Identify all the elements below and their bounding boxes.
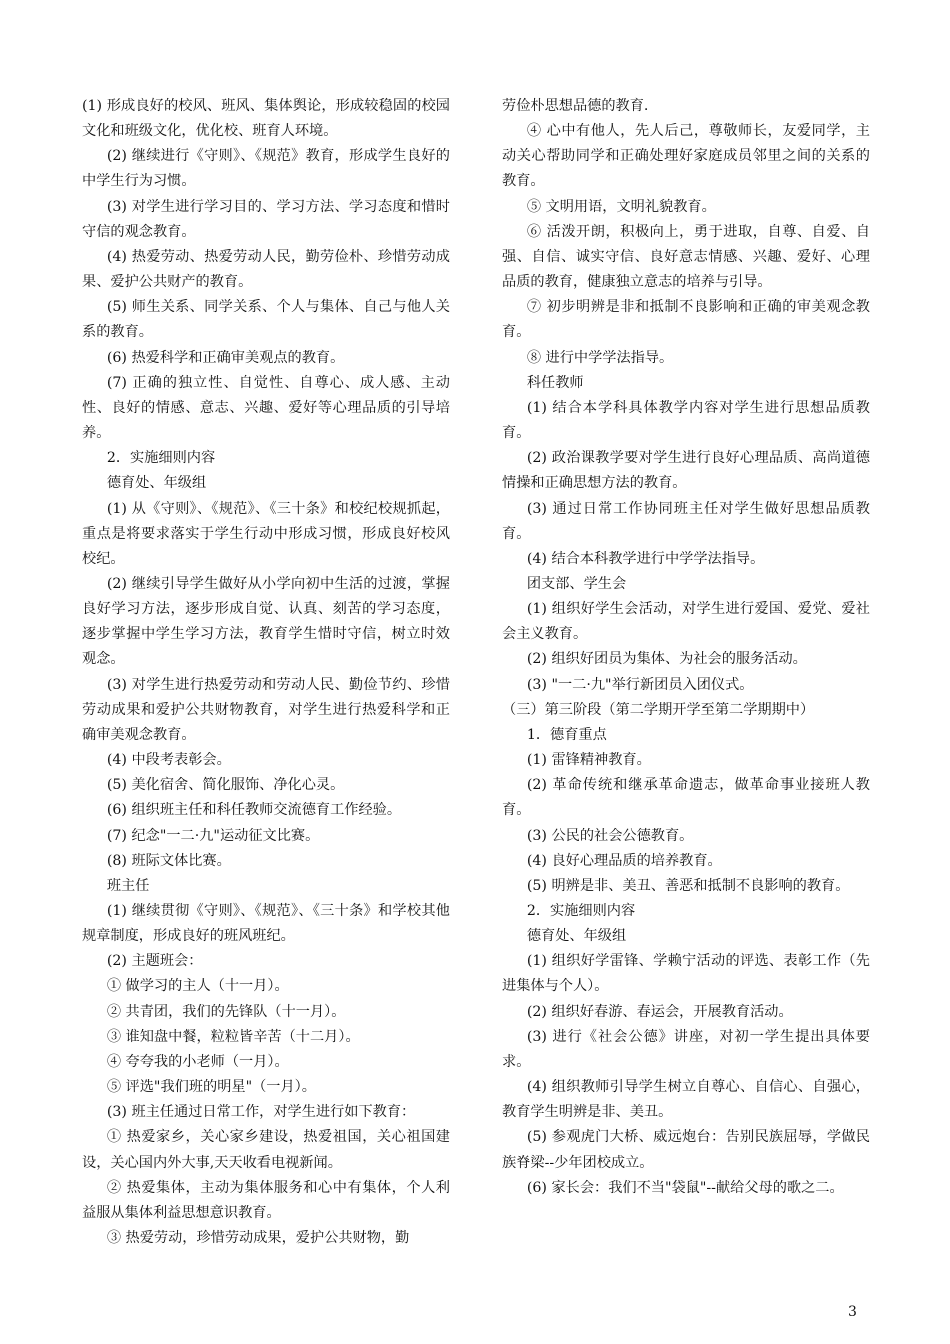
- paragraph: (4) 良好心理品质的培养教育。: [526, 852, 722, 869]
- section-heading: 2．实施细则内容: [526, 903, 636, 919]
- paragraph: (1) 形成良好的校风、班风、集体舆论，形成较稳固的校园文化和班级文化，优化校、班育人环境。: [82, 98, 450, 140]
- paragraph: (2) 组织好春游、春运会，开展教育活动。: [526, 1003, 793, 1020]
- paragraph: (2) 政治课教学要对学生进行良好心理品质、高尚道德情操和正确思想方法的教育。: [502, 450, 870, 492]
- paragraph: ⑦ 初步明辨是非和抵制不良影响和正确的审美观念教育。: [502, 299, 870, 341]
- paragraph: (2) 主题班会：: [106, 953, 203, 970]
- left-column: [82, 94, 450, 1251]
- section-heading: 2．实施细则内容: [106, 450, 216, 467]
- subsection-heading: 班主任: [106, 877, 150, 894]
- paragraph: (2) 继续引导学生做好从小学向初中生活的过渡，掌握良好学习方法，逐步形成自觉、认真、刻苦的学习态度，逐步掌握中学生学习方法，教育学生惜时守信，树立时效观念。: [82, 575, 450, 668]
- paragraph: (2) 革命传统和继承革命遗志，做革命事业接班人教育。: [502, 777, 870, 819]
- paragraph: ⑧ 进行中学学法指导。: [526, 349, 674, 366]
- subsection-heading: 德育处、年级组: [106, 475, 207, 492]
- paragraph: (6) 组织班主任和科任教师交流德育工作经验。: [106, 802, 402, 819]
- paragraph: (4) 中段考表彰会。: [106, 752, 231, 769]
- paragraph: (1) 组织好学生会活动，对学生进行爱国、爱党、爱社会主义教育。: [502, 601, 870, 643]
- paragraph: (8) 班际文体比赛。: [106, 852, 231, 869]
- paragraph: (3) 通过日常工作协同班主任对学生做好思想品质教育。: [502, 500, 870, 542]
- paragraph: (1) 继续贯彻《守则》、《规范》、《三十条》和学校其他规章制度，形成良好的班风班纪。: [82, 903, 450, 945]
- subsection-heading: 德育处、年级组: [526, 928, 627, 945]
- paragraph: (3) 公民的社会公德教育。: [526, 827, 694, 844]
- paragraph: (2) 组织好团员为集体、为社会的服务活动。: [526, 651, 807, 668]
- paragraph: (5) 美化宿舍、简化服饰、净化心灵。: [106, 777, 345, 794]
- paragraph: 劳俭朴思想品德的教育.: [502, 98, 649, 114]
- paragraph: ⑤ 文明用语，文明礼貌教育。: [526, 198, 716, 215]
- paragraph: ① 做学习的主人（十一月）。: [106, 978, 289, 995]
- paragraph: ③ 谁知盘中餐，粒粒皆辛苦（十二月）。: [106, 1028, 360, 1045]
- paragraph: (4) 组织教师引导学生树立自尊心、自信心、自强心，教育学生明辨是非、美丑。: [502, 1079, 870, 1121]
- paragraph: (5) 明辨是非、美丑、善恶和抵制不良影响的教育。: [526, 877, 850, 894]
- paragraph: ④ 夸夸我的小老师（一月）。: [106, 1053, 289, 1070]
- paragraph: (3) 对学生进行热爱劳动和劳动人民、勤俭节约、珍惜劳动成果和爱护公共财物教育，对学生进行热爱科学和正确审美观念教育。: [82, 676, 450, 743]
- paragraph: ⑥ 活泼开朗，积极向上，勇于进取，自尊、自爱、自强、自信、诚实守信、良好意志情感、兴趣、爱好、心理品质的教育，健康独立意志的培养与引导。: [502, 223, 870, 291]
- paragraph: (3) 班主任通过日常工作，对学生进行如下教育：: [106, 1104, 416, 1121]
- paragraph: (1) 雷锋精神教育。: [526, 752, 651, 769]
- paragraph: ⑤ 评选"我们班的明星"（一月）。: [106, 1079, 316, 1096]
- paragraph: (3) "一二·九"举行新团员入团仪式。: [526, 676, 754, 693]
- paragraph: (3) 对学生进行学习目的、学习方法、学习态度和惜时守信的观念教育。: [82, 198, 450, 240]
- subsection-heading: 科任教师: [526, 374, 584, 391]
- paragraph: ② 热爱集体，主动为集体服务和心中有集体，个人利益服从集体利益思想意识教育。: [82, 1179, 450, 1221]
- right-column: [502, 94, 870, 1201]
- paragraph: (5) 师生关系、同学关系、个人与集体、自己与他人关系的教育。: [82, 299, 450, 341]
- paragraph: ④ 心中有他人，先人后己，尊敬师长，友爱同学，主动关心帮助同学和正确处理好家庭成员邻里之间的关系的教育。: [502, 123, 870, 190]
- paragraph: (6) 热爱科学和正确审美观点的教育。: [106, 349, 345, 366]
- paragraph: (1) 结合本学科具体教学内容对学生进行思想品质教育。: [502, 399, 870, 442]
- paragraph: (1) 组织好学雷锋、学赖宁活动的评选、表彰工作（先进集体与个人）。: [502, 953, 870, 995]
- paragraph: (4) 热爱劳动、热爱劳动人民，勤劳俭朴、珍惜劳动成果、爱护公共财产的教育。: [82, 248, 450, 291]
- paragraph: (1) 从《守则》、《规范》、《三十条》和校纪校规抓起，重点是将要求落实于学生行动中形成习惯，形成良好校风校纪。: [82, 500, 450, 567]
- paragraph: ② 共青团，我们的先锋队（十一月）。: [106, 1003, 346, 1020]
- paragraph: (3) 进行《社会公德》讲座，对初一学生提出具体要求。: [502, 1028, 870, 1070]
- paragraph: (7) 正确的独立性、自觉性、自尊心、成人感、主动性、良好的情感、意志、兴趣、爱好等心理品质的引导培养。: [82, 374, 450, 442]
- section-heading: 1．德育重点: [526, 726, 607, 743]
- paragraph: (4) 结合本科教学进行中学学法指导。: [526, 550, 765, 567]
- page-number: 3: [848, 1304, 857, 1320]
- paragraph: ① 热爱家乡，关心家乡建设，热爱祖国，关心祖国建设，关心国内外大事,天天收看电视新闻。: [82, 1129, 450, 1171]
- paragraph: (7) 纪念"一二·九"运动征文比赛。: [106, 827, 320, 844]
- paragraph: (5) 参观虎门大桥、威远炮台：告别民族屈辱，学做民族脊梁--少年团校成立。: [502, 1129, 870, 1171]
- subsection-heading: 团支部、学生会: [526, 575, 627, 592]
- paragraph: (6) 家长会：我们不当"袋鼠"--献给父母的歌之二。: [526, 1179, 844, 1196]
- paragraph: (2) 继续进行《守则》、《规范》教育，形成学生良好的中学生行为习惯。: [82, 148, 450, 190]
- stage-heading: （三）第三阶段（第二学期开学至第二学期期中）: [502, 701, 815, 718]
- paragraph: ③ 热爱劳动，珍惜劳动成果，爱护公共财物，勤: [106, 1230, 410, 1247]
